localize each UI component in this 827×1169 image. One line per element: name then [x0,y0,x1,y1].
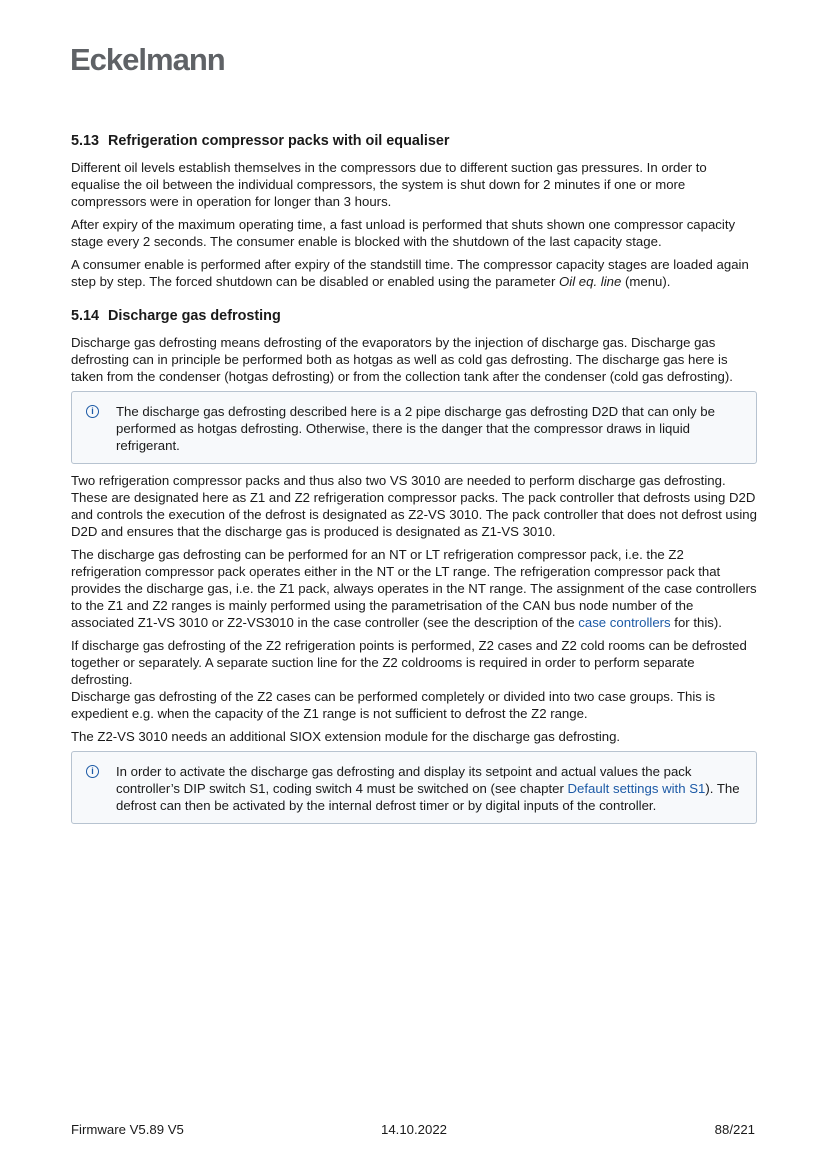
section-title: Refrigeration compressor packs with oil equaliser [108,133,450,149]
document-body [71,133,757,832]
paragraph: Different oil levels establish themselves in the compressors due to different suction gas pressures. In order to equalise the oil between the individual compressors, the system is shut down for 2 minutes if one or more compressors were in operation for longer than 3 hours. [71,160,707,209]
note-text: The discharge gas defrosting described here is a 2 pipe discharge gas defrosting D2D that can only be performed as hotgas defrosting. Otherwise, there is the danger that the compressor draws in liquid refrigerant. [116,404,715,453]
section-heading-5-13 [71,133,757,149]
paragraph: The discharge gas defrosting can be performed for an NT or LT refrigeration compressor pack, i.e. the Z2 refrigeration compressor pack operates either in the NT or the LT range. The refrigeration compressor pack that provides the discharge gas, i.e. the Z1 pack, always operates in the NT range. The assignment of the case controllers to the Z1 and Z2 ranges is mainly performed using the parametrisation of the CAN bus node number of the associated Z1-VS 3010 or Z2-VS3010 in the case controller (see the description of the case controllers for this). [71,547,757,630]
info-icon: i [86,765,99,778]
section-number: 5.14 [71,308,100,324]
info-icon: i [86,405,99,418]
paragraph: Two refrigeration compressor packs and thus also two VS 3010 are needed to perform discharge gas defrosting. These are designated here as Z1 and Z2 refrigeration compressor packs. The pack controller that defrosts using D2D and controls the execution of the defrost is designated as Z2-VS 3010. The pack controller that does not defrost using D2D and ensures that the discharge gas is produced is designated as Z1-VS 3010. [71,473,757,539]
case-controllers-link[interactable]: case controllers [578,615,671,630]
paragraph: After expiry of the maximum operating time, a fast unload is performed that shuts shown one compressor capacity stage every 2 seconds. The consumer enable is blocked with the shutdown of the last capacity stage. [71,217,736,249]
paragraph: The Z2-VS 3010 needs an additional SIOX extension module for the discharge gas defrosting. [71,729,621,744]
section-heading-5-14 [71,308,757,324]
note-text: In order to activate the discharge gas defrosting and display its setpoint and actual values the pack controller’s DIP switch S1, coding switch 4 must be switched on (see chapter Default settings with S1). The defrost can then be activated by the internal defrost timer or by digital inputs of the controller. [116,764,740,813]
default-settings-s1-link[interactable]: Default settings with S1 [567,781,706,796]
section-title: Discharge gas defrosting [108,308,281,324]
document-date: 14.10.2022 [381,1122,448,1137]
section-number: 5.13 [71,133,100,149]
parameter-name: Oil eq. line [559,274,622,289]
firmware-version: Firmware V5.89 V5 [71,1122,184,1137]
paragraph: A consumer enable is performed after expiry of the standstill time. The compressor capacity stages are loaded again step by step. The forced shutdown can be disabled or enabled using the parameter Oil eq. line (menu). [71,257,749,289]
page-number: 88/221 [714,1122,755,1137]
eckelmann-logo: Eckelmann [70,42,225,77]
paragraph: If discharge gas defrosting of the Z2 refrigeration points is performed, Z2 cases and Z2 cold rooms can be defrosted together or separately. A separate suction line for the Z2 coldrooms is required in order to perform separate defrosting. Discharge gas defrosting of the Z2 cases can be performed completely or divided into two case groups. This is expedient e.g. when the capacity of the Z1 range is not sufficient to defrost the Z2 range. [71,638,747,721]
paragraph: Discharge gas defrosting means defrosting of the evaporators by the injection of discharge gas. Discharge gas defrosting can in principle be performed both as hotgas as well as cold gas defrosting. The discharge gas here is taken from the condenser (hotgas defrosting) or from the collection tank after the condenser (cold gas defrosting). [71,335,733,384]
info-note [71,391,757,464]
info-note [71,751,757,824]
